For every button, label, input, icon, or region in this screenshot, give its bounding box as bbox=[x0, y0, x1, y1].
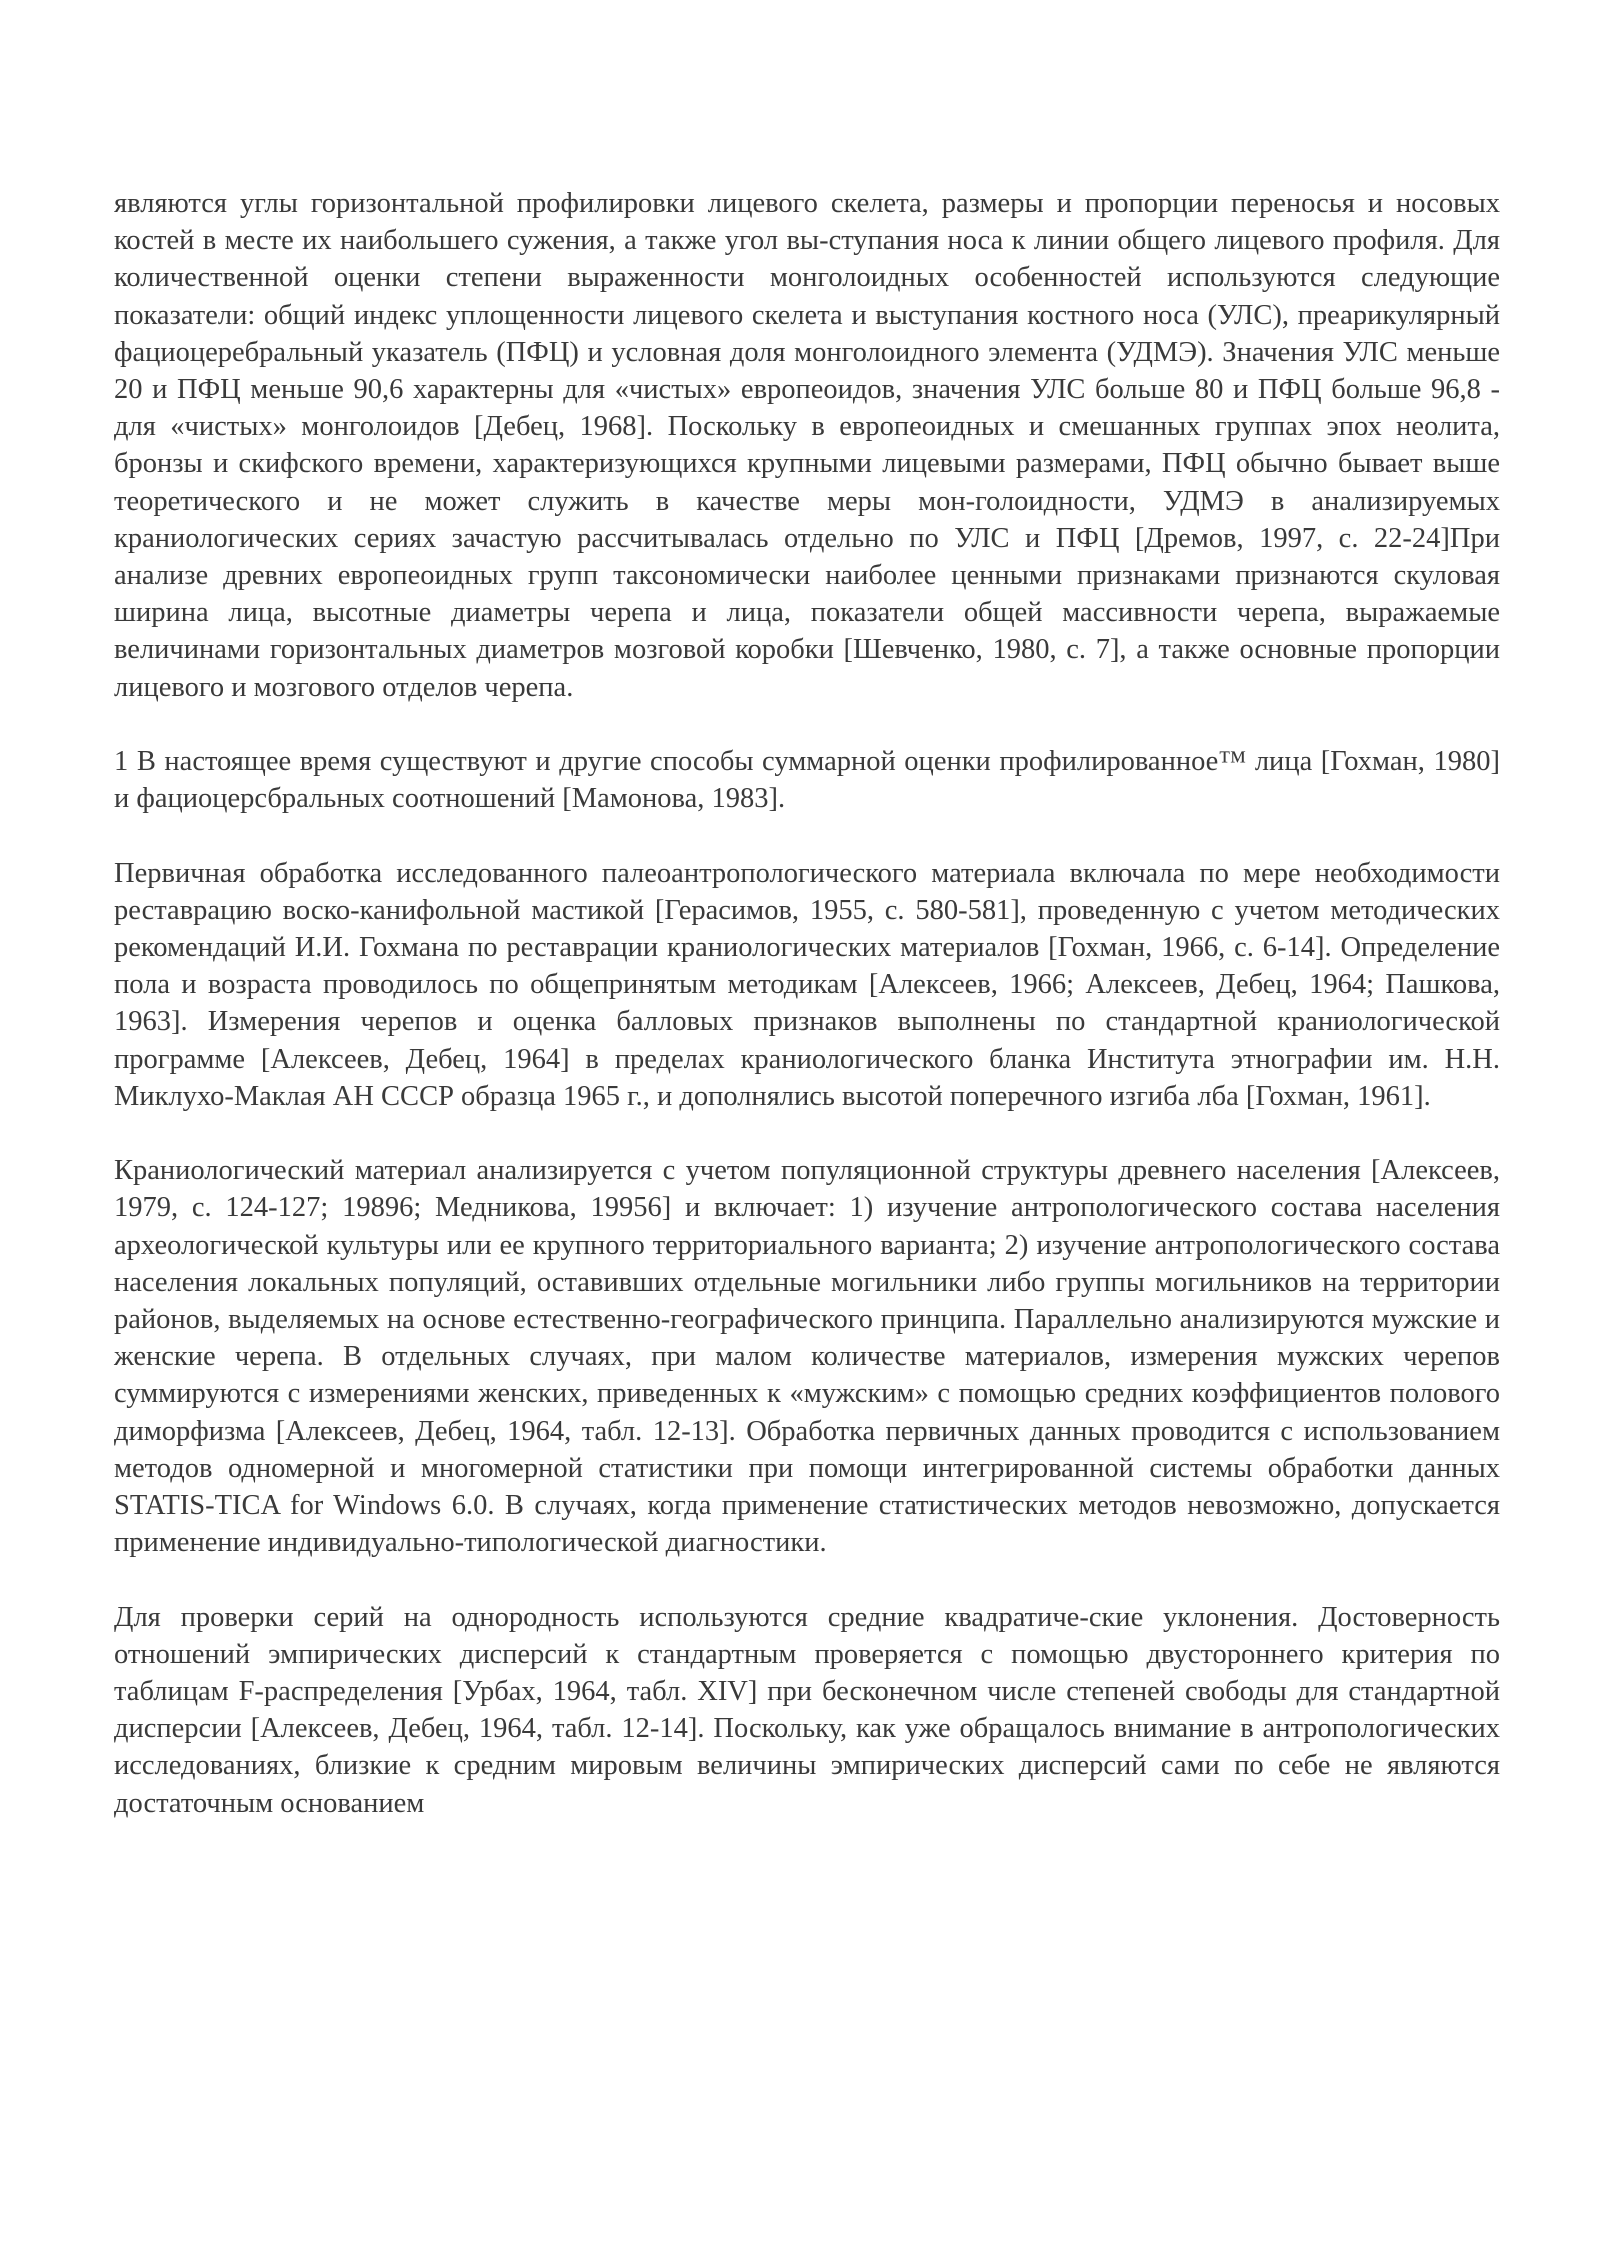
paragraph-homogeneity-check: Для проверки серий на однородность используются средние квадратиче-ские уклонения. Достоверность отношений эмпирических дисперсий к стандартным проверяется с помощью двустороннего критерия по таблицам F-распределения [Урбах, 1964, табл. XIV] при бесконечном числе степеней свободы для стандартной дисперсии [Алексеев, Дебец, 1964, табл. 12-14]. Поскольку, как уже обращалось внимание в антропологических исследованиях, близкие к средним мировым величины эмпирических дисперсий сами по себе не являются достаточным основанием bbox=[114, 1601, 1500, 1819]
paragraph-primary-processing: Первичная обработка исследованного палеоантропологического материала включала по мере необходимости реставрацию воско-канифольной мастикой [Герасимов, 1955, с. 580-581], проведенную с учетом методических рекомендаций И.И. Гохмана по реставрации краниологических материалов [Гохман, 1966, с. 6-14]. Определение пола и возраста проводилось по общепринятым методикам [Алексеев, 1966; Алексеев, Дебец, 1964; Пашкова, 1963]. Измерения черепов и оценка балловых признаков выполнены по стандартной краниологической программе [Алексеев, Дебец, 1964] в пределах краниологического бланка Института этнографии им. Н.Н. Миклухо-Маклая АН СССР образца 1965 г., и дополнялись высотой поперечного изгиба лба [Гохман, 1961]. bbox=[114, 857, 1500, 1112]
footnote-1: 1 В настоящее время существуют и другие способы суммарной оценки профилированное™ лица [Гохман, 1980] и фациоцерсбральных соотношений [Мамонова, 1983]. bbox=[114, 746, 1500, 815]
paragraph-mongoloid-indices: являются углы горизонтальной профилировки лицевого скелета, размеры и пропорции переносья и носовых костей в месте их наибольшего сужения, а также угол вы-ступания носа к линии общего лицевого профиля. Для количественной оценки степени выраженности монголоидных особенностей используются следующие показатели: общий индекс уплощенности лицевого скелета и выступания костного носа (УЛС), преарикулярный фациоцеребральный указатель (ПФЦ) и условная доля монголоидного элемента (УДМЭ). Значения УЛС меньше 20 и ПФЦ меньше 90,6 характерны для «чистых» европеоидов, значения УЛС больше 80 и ПФЦ больше 96,8 - для «чистых» монголоидов [Дебец, 1968]. Поскольку в европеоидных и смешанных группах эпох неолита, бронзы и скифского времени, характеризующихся крупными лицевыми размерами, ПФЦ обычно бывает выше теоретического и не может служить в качестве меры мон-голоидности, УДМЭ в анализируемых краниологических сериях зачастую рассчитывалась отдельно по УЛС и ПФЦ [Дремов, 1997, с. 22-24]При анализе древних европеоидных групп таксономически наиболее ценными признаками признаются скуловая ширина лица, высотные диаметры черепа и лица, показатели общей массивности черепа, выражаемые величинами горизонтальных диаметров мозговой коробки [Шевченко, 1980, с. 7], а также основные пропорции лицевого и мозгового отделов черепа. bbox=[114, 188, 1500, 703]
document-body bbox=[114, 185, 1500, 1822]
paragraph-population-structure: Краниологический материал анализируется с учетом популяционной структуры древнего населения [Алексеев, 1979, с. 124-127; 19896; Медникова, 19956] и включает: 1) изучение антропологического состава населения археологической культуры или ее крупного территориального варианта; 2) изучение антропологического состава населения локальных популяций, оставивших отдельные могильники либо группы могильников на территории районов, выделяемых на основе естественно-географического принципа. Параллельно анализируются мужские и женские черепа. В отдельных случаях, при малом количестве материалов, измерения мужских черепов суммируются с измерениями женских, приведенных к «мужским» с помощью средних коэффициентов полового диморфизма [Алексеев, Дебец, 1964, табл. 12-13]. Обработка первичных данных проводится с использованием методов одномерной и многомерной статистики при помощи интегрированной системы обработки данных STATIS-TICA for Windows 6.0. В случаях, когда применение статистических методов невозможно, допускается применение индивидуально-типологической диагностики. bbox=[114, 1155, 1500, 1559]
